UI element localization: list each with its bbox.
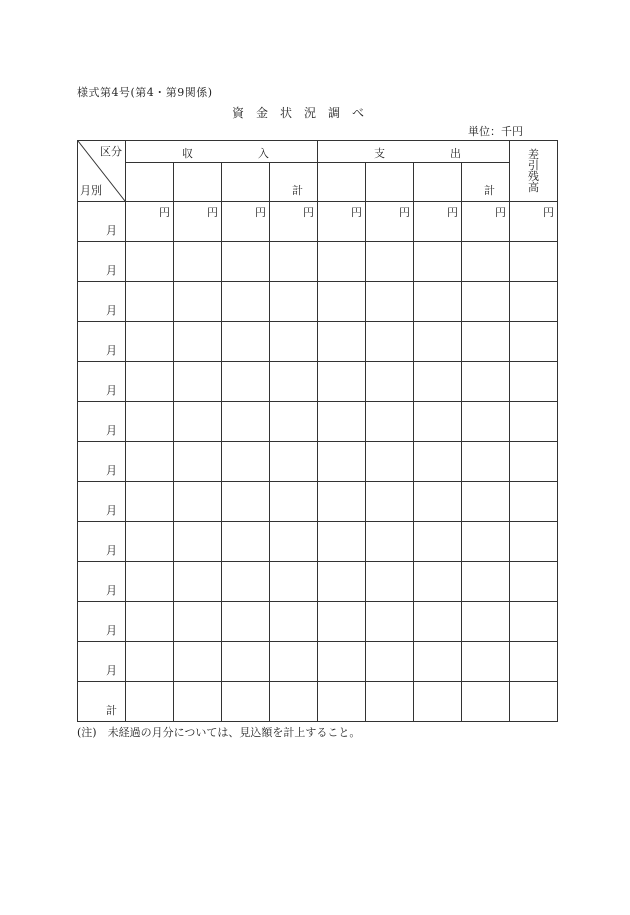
footnote: (注) 未経過の月分については、見込額を計上すること。	[77, 726, 361, 739]
amount-cell[interactable]	[462, 482, 510, 522]
amount-cell[interactable]	[462, 242, 510, 282]
amount-cell[interactable]	[222, 402, 270, 442]
expense-subcol-2	[366, 163, 414, 202]
amount-cell[interactable]	[126, 402, 174, 442]
row-label-cell	[78, 402, 126, 442]
amount-cell[interactable]	[174, 482, 222, 522]
month-label: 月	[106, 664, 117, 677]
amount-cell[interactable]	[318, 682, 366, 722]
amount-cell[interactable]	[222, 602, 270, 642]
amount-cell[interactable]	[510, 322, 558, 362]
amount-cell[interactable]	[510, 522, 558, 562]
yen-unit-mark: 円	[303, 206, 314, 219]
amount-cell[interactable]	[462, 322, 510, 362]
yen-unit-mark: 円	[495, 206, 506, 219]
month-label: 月	[106, 384, 117, 397]
amount-cell[interactable]	[414, 642, 462, 682]
table-body	[78, 202, 558, 722]
amount-cell[interactable]	[318, 322, 366, 362]
amount-cell[interactable]	[366, 682, 414, 722]
amount-cell[interactable]	[510, 202, 558, 242]
amount-cell[interactable]	[462, 202, 510, 242]
amount-cell[interactable]	[222, 362, 270, 402]
amount-cell[interactable]	[174, 362, 222, 402]
yen-unit-mark: 円	[255, 206, 266, 219]
month-row	[78, 442, 558, 482]
amount-cell[interactable]	[126, 442, 174, 482]
amount-cell[interactable]	[126, 362, 174, 402]
month-row	[78, 642, 558, 682]
amount-cell[interactable]	[414, 402, 462, 442]
amount-cell[interactable]	[414, 322, 462, 362]
month-row	[78, 202, 558, 242]
month-column-label: 月別	[80, 184, 102, 197]
amount-cell[interactable]	[270, 442, 318, 482]
month-label: 月	[106, 224, 117, 237]
amount-cell[interactable]	[270, 362, 318, 402]
amount-cell[interactable]	[510, 362, 558, 402]
month-row	[78, 522, 558, 562]
amount-cell[interactable]	[318, 202, 366, 242]
amount-cell[interactable]	[462, 442, 510, 482]
month-label: 月	[106, 504, 117, 517]
total-label: 計	[106, 704, 117, 717]
amount-cell[interactable]	[174, 402, 222, 442]
expense-subcol-3	[414, 163, 462, 202]
amount-cell[interactable]	[222, 682, 270, 722]
amount-cell[interactable]	[270, 202, 318, 242]
amount-cell[interactable]	[222, 562, 270, 602]
amount-cell[interactable]	[222, 242, 270, 282]
amount-cell[interactable]	[414, 562, 462, 602]
amount-cell[interactable]	[414, 202, 462, 242]
expense-header	[318, 141, 510, 163]
yen-unit-mark: 円	[399, 206, 410, 219]
amount-cell[interactable]	[126, 562, 174, 602]
amount-cell[interactable]	[510, 482, 558, 522]
yen-unit-mark: 円	[159, 206, 170, 219]
amount-cell[interactable]	[510, 682, 558, 722]
row-label-cell	[78, 642, 126, 682]
row-label-cell	[78, 242, 126, 282]
amount-cell[interactable]	[126, 682, 174, 722]
income-subcol-2	[174, 163, 222, 202]
amount-cell[interactable]	[126, 202, 174, 242]
amount-cell[interactable]	[126, 522, 174, 562]
yen-unit-mark: 円	[207, 206, 218, 219]
expense-total-header	[462, 163, 510, 202]
amount-cell[interactable]	[270, 682, 318, 722]
row-label-cell	[78, 482, 126, 522]
expense-subcol-1	[318, 163, 366, 202]
amount-cell[interactable]	[174, 242, 222, 282]
amount-cell[interactable]	[222, 522, 270, 562]
amount-cell[interactable]	[366, 362, 414, 402]
amount-cell[interactable]	[270, 642, 318, 682]
row-label-cell	[78, 322, 126, 362]
amount-cell[interactable]	[126, 602, 174, 642]
amount-cell[interactable]	[510, 442, 558, 482]
amount-cell[interactable]	[270, 282, 318, 322]
amount-cell[interactable]	[318, 482, 366, 522]
amount-cell[interactable]	[414, 242, 462, 282]
month-label: 月	[106, 464, 117, 477]
amount-cell[interactable]	[318, 642, 366, 682]
balance-header	[510, 141, 558, 202]
row-label-cell	[78, 202, 126, 242]
amount-cell[interactable]	[270, 322, 318, 362]
month-row	[78, 282, 558, 322]
amount-cell[interactable]	[318, 442, 366, 482]
expense-char-2: 出	[450, 147, 461, 160]
amount-cell[interactable]	[510, 602, 558, 642]
amount-cell[interactable]	[366, 602, 414, 642]
amount-cell[interactable]	[126, 482, 174, 522]
month-row	[78, 362, 558, 402]
amount-cell[interactable]	[510, 562, 558, 602]
month-label: 月	[106, 624, 117, 637]
yen-unit-mark: 円	[447, 206, 458, 219]
amount-cell[interactable]	[222, 642, 270, 682]
document-title: 資 金 状 況 調 べ	[232, 106, 365, 120]
amount-cell[interactable]	[414, 482, 462, 522]
amount-cell[interactable]	[462, 682, 510, 722]
month-label: 月	[106, 544, 117, 557]
month-row	[78, 602, 558, 642]
amount-cell[interactable]	[462, 402, 510, 442]
income-subcol-1	[126, 163, 174, 202]
month-label: 月	[106, 264, 117, 277]
amount-cell[interactable]	[366, 322, 414, 362]
amount-cell[interactable]	[510, 642, 558, 682]
income-char-2: 入	[258, 147, 269, 160]
expense-total-label: 計	[484, 184, 495, 197]
amount-cell[interactable]	[366, 642, 414, 682]
month-row	[78, 562, 558, 602]
amount-cell[interactable]	[462, 362, 510, 402]
row-label-cell	[78, 442, 126, 482]
yen-unit-mark: 円	[543, 206, 554, 219]
month-row	[78, 242, 558, 282]
row-label-cell	[78, 282, 126, 322]
income-subcol-3	[222, 163, 270, 202]
amount-cell[interactable]	[318, 282, 366, 322]
amount-cell[interactable]	[270, 482, 318, 522]
amount-cell[interactable]	[414, 362, 462, 402]
amount-cell[interactable]	[126, 242, 174, 282]
amount-cell[interactable]	[174, 602, 222, 642]
amount-cell[interactable]	[414, 602, 462, 642]
month-row	[78, 482, 558, 522]
amount-cell[interactable]	[462, 522, 510, 562]
amount-cell[interactable]	[462, 562, 510, 602]
amount-cell[interactable]	[366, 242, 414, 282]
expense-char-1: 支	[374, 147, 385, 160]
amount-cell[interactable]	[222, 482, 270, 522]
amount-cell[interactable]	[174, 322, 222, 362]
amount-cell[interactable]	[126, 282, 174, 322]
amount-cell[interactable]	[126, 322, 174, 362]
form-number: 様式第4号(第4・第9関係)	[77, 86, 213, 99]
row-label-cell	[78, 362, 126, 402]
amount-cell[interactable]	[366, 202, 414, 242]
amount-cell[interactable]	[270, 402, 318, 442]
amount-cell[interactable]	[366, 562, 414, 602]
row-label-cell	[78, 602, 126, 642]
amount-cell[interactable]	[462, 602, 510, 642]
amount-cell[interactable]	[462, 282, 510, 322]
month-row	[78, 322, 558, 362]
amount-cell[interactable]	[366, 482, 414, 522]
amount-cell[interactable]	[222, 282, 270, 322]
amount-cell[interactable]	[174, 562, 222, 602]
amount-cell[interactable]	[174, 682, 222, 722]
amount-cell[interactable]	[366, 402, 414, 442]
amount-cell[interactable]	[174, 282, 222, 322]
amount-cell[interactable]	[510, 242, 558, 282]
amount-cell[interactable]	[222, 442, 270, 482]
row-label-cell	[78, 682, 126, 722]
month-label: 月	[106, 424, 117, 437]
category-label: 区分	[100, 145, 122, 158]
amount-cell[interactable]	[126, 642, 174, 682]
income-total-header	[270, 163, 318, 202]
month-label: 月	[106, 304, 117, 317]
amount-cell[interactable]	[318, 602, 366, 642]
amount-cell[interactable]	[414, 282, 462, 322]
amount-cell[interactable]	[414, 442, 462, 482]
amount-cell[interactable]	[510, 282, 558, 322]
row-label-cell	[78, 562, 126, 602]
amount-cell[interactable]	[414, 522, 462, 562]
amount-cell[interactable]	[270, 562, 318, 602]
amount-cell[interactable]	[318, 562, 366, 602]
amount-cell[interactable]	[270, 242, 318, 282]
amount-cell[interactable]	[318, 522, 366, 562]
amount-cell[interactable]	[366, 522, 414, 562]
balance-label: 差引残高	[528, 148, 539, 194]
month-label: 月	[106, 344, 117, 357]
amount-cell[interactable]	[174, 522, 222, 562]
amount-cell[interactable]	[270, 602, 318, 642]
income-char-1: 収	[182, 147, 193, 160]
unit-label: 単位：千円	[468, 125, 523, 138]
income-total-label: 計	[292, 184, 303, 197]
amount-cell[interactable]	[270, 522, 318, 562]
total-row	[78, 682, 558, 722]
month-label: 月	[106, 584, 117, 597]
amount-cell[interactable]	[366, 282, 414, 322]
amount-cell[interactable]	[318, 362, 366, 402]
amount-cell[interactable]	[174, 442, 222, 482]
month-row	[78, 402, 558, 442]
amount-cell[interactable]	[318, 402, 366, 442]
amount-cell[interactable]	[174, 202, 222, 242]
amount-cell[interactable]	[510, 402, 558, 442]
amount-cell[interactable]	[462, 642, 510, 682]
amount-cell[interactable]	[174, 642, 222, 682]
amount-cell[interactable]	[366, 442, 414, 482]
cash-status-table	[77, 140, 558, 722]
category-month-header-cell	[78, 141, 126, 202]
amount-cell[interactable]	[222, 322, 270, 362]
yen-unit-mark: 円	[351, 206, 362, 219]
amount-cell[interactable]	[318, 242, 366, 282]
row-label-cell	[78, 522, 126, 562]
amount-cell[interactable]	[414, 682, 462, 722]
income-header	[126, 141, 318, 163]
amount-cell[interactable]	[222, 202, 270, 242]
